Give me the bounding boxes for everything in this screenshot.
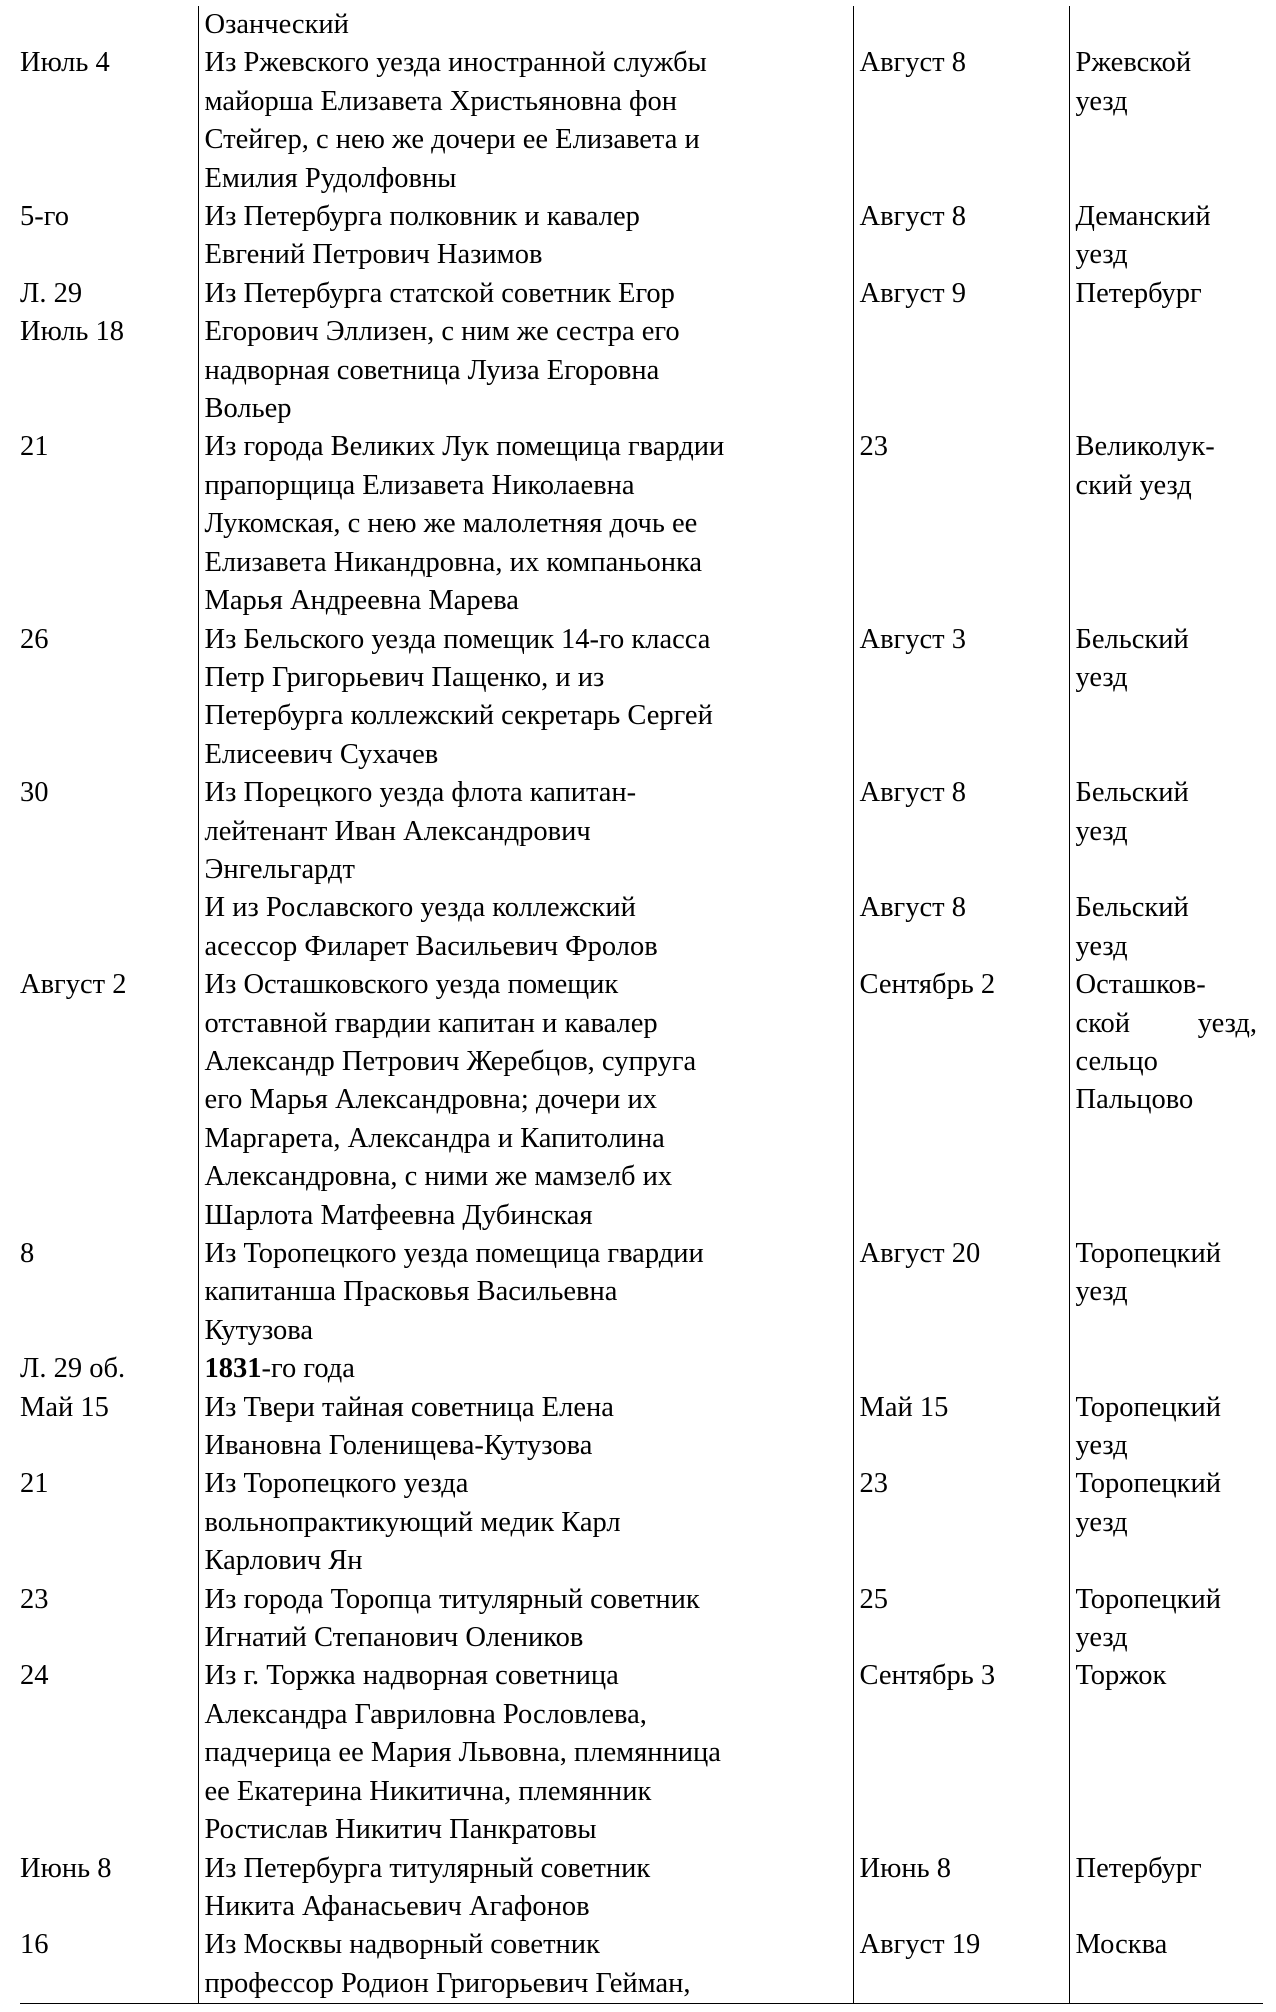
destination: Бельский уезд [1069,621,1263,775]
arrival-entry: Из города Великих Лук помещица гвардии прапорщица Елизавета Николаевна Лукомская, с нею же малолетняя дочь ее Елизавета Никандровна, их компаньонка Марья Андреевна Марева [198,428,853,620]
table-row [20,6,1263,44]
arrival-date: 26 [20,621,198,775]
arrival-date: 21 [20,1465,198,1580]
arrival-date: 5-го [20,198,198,275]
departure-date: Август 8 [853,198,1069,275]
destination: Петербург [1069,1850,1263,1927]
departure-date: Август 19 [853,1926,1069,2003]
departure-date: Май 15 [853,1389,1069,1466]
departure-date: 23 [853,428,1069,620]
arrival-entry: Из Ржевского уезда иностранной службы майорша Елизавета Христьяновна фон Стейгер, с нею же дочери ее Елизавета и Емилия Рудолфовны [198,44,853,198]
table-row [20,1850,1263,1927]
destination: Торопецкий уезд [1069,1465,1263,1580]
destination: Москва [1069,1926,1263,2003]
departure-date: Сентябрь 3 [853,1657,1069,1849]
arrival-date: Июнь 8 [20,1850,198,1927]
arrival-date: Л. 29 Июль 18 [20,275,198,429]
departure-date: 25 [853,1581,1069,1658]
destination [1069,966,1263,1235]
destination-line: Осташков- [1075,969,1206,1001]
table-row [20,1235,1263,1350]
table-row [20,1389,1263,1466]
arrival-date: 8 [20,1235,198,1350]
departure-date: Сентябрь 2 [853,966,1069,1235]
folio-note: Л. 29 об. [20,1350,198,1388]
arrival-entry: Из Порецкого уезда флота капитан- лейтенант Иван Александрович Энгельгардт [198,774,853,889]
arrival-entry: Из Петербурга полковник и кавалер Евгений Петрович Назимов [198,198,853,275]
arrival-date [20,6,198,44]
departure-date: Июнь 8 [853,1850,1069,1927]
arrival-entry: Из Петербурга титулярный советник Никита Афанасьевич Агафонов [198,1850,853,1927]
table-row [20,1581,1263,1658]
arrival-date: Май 15 [20,1389,198,1466]
departure-date: Август 8 [853,44,1069,198]
departure-date: Август 9 [853,275,1069,429]
destination: Бельский уезд [1069,889,1263,966]
arrival-date: Август 2 [20,966,198,1235]
departure-date: Август 3 [853,621,1069,775]
arrival-date: 21 [20,428,198,620]
table-row [20,275,1263,429]
year-heading [198,1350,853,1388]
departure-date: Август 20 [853,1235,1069,1350]
departure-date [853,1350,1069,1388]
arrival-date: 23 [20,1581,198,1658]
table-row [20,621,1263,775]
arrival-entry: Из Осташковского уезда помещик отставной гвардии капитан и кавалер Александр Петрович Жеребцов, супруга его Марья Александровна; дочери их Маргарета, Александра и Капитолина Александровна, с ними же мамзелб их Шарлота Матфеевна Дубинская [198,966,853,1235]
table-row [20,889,1263,966]
arrival-entry: Из Бельского уезда помещик 14-го класса Петр Григорьевич Пащенко, и из Петербурга коллежский секретарь Сергей Елисеевич Сухачев [198,621,853,775]
destination [1069,6,1263,44]
destination: Деманский уезд [1069,198,1263,275]
destination [1069,1350,1263,1388]
arrival-entry: Из Москвы надворный советник профессор Родион Григорьевич Гейман, [198,1926,853,2003]
departure-date [853,6,1069,44]
destination: Великолук- ский уезд [1069,428,1263,620]
departure-date: 23 [853,1465,1069,1580]
arrival-entry: Из Петербурга статской советник Егор Егорович Эллизен, с ним же сестра его надворная советница Луиза Егоровна Вольер [198,275,853,429]
destination: Торопецкий уезд [1069,1235,1263,1350]
table-row [20,1350,1263,1388]
destination: Бельский уезд [1069,774,1263,889]
arrival-date: 24 [20,1657,198,1849]
year-number: 1831 [204,1353,262,1385]
destination: Торопецкий уезд [1069,1389,1263,1466]
arrival-entry: Из города Торопца титулярный советник Игнатий Степанович Олеников [198,1581,853,1658]
departure-date: Август 8 [853,774,1069,889]
table-row [20,1926,1263,2003]
arrival-date: Июль 4 [20,44,198,198]
arrival-entry: Из г. Торжка надворная советница Александра Гавриловна Рословлева, падчерица ее Мария Львовна, племянница ее Екатерина Никитична, племянник Ростислав Никитич Панкратовы [198,1657,853,1849]
arrival-entry: Из Твери тайная советница Елена Ивановна Голенищева-Кутузова [198,1389,853,1466]
destination-line: ской уезд, [1075,1007,1257,1039]
year-suffix: -го года [261,1353,355,1385]
arrival-date [20,889,198,966]
table-row [20,774,1263,889]
destination-line: сельцо [1075,1045,1158,1077]
destination: Торжок [1069,1657,1263,1849]
table-row [20,966,1263,1235]
destination: Петербург [1069,275,1263,429]
departure-date: Август 8 [853,889,1069,966]
arrival-entry: Из Торопецкого уезда помещица гвардии капитанша Прасковья Васильевна Кутузова [198,1235,853,1350]
table-row [20,1657,1263,1849]
table-row [20,428,1263,620]
table-row [20,44,1263,198]
arrival-date: 30 [20,774,198,889]
arrival-entry: Из Торопецкого уезда вольнопрактикующий медик Карл Карлович Ян [198,1465,853,1580]
destination-line: Пальцово [1075,1084,1194,1116]
arrival-date: 16 [20,1926,198,2003]
arrival-entry: И из Рославского уезда коллежский асессор Филарет Васильевич Фролов [198,889,853,966]
table-row [20,1465,1263,1580]
destination: Торопецкий уезд [1069,1581,1263,1658]
table-row [20,198,1263,275]
arrival-entry: Озанческий [198,6,853,44]
destination: Ржевской уезд [1069,44,1263,198]
arrivals-table [20,6,1263,2004]
